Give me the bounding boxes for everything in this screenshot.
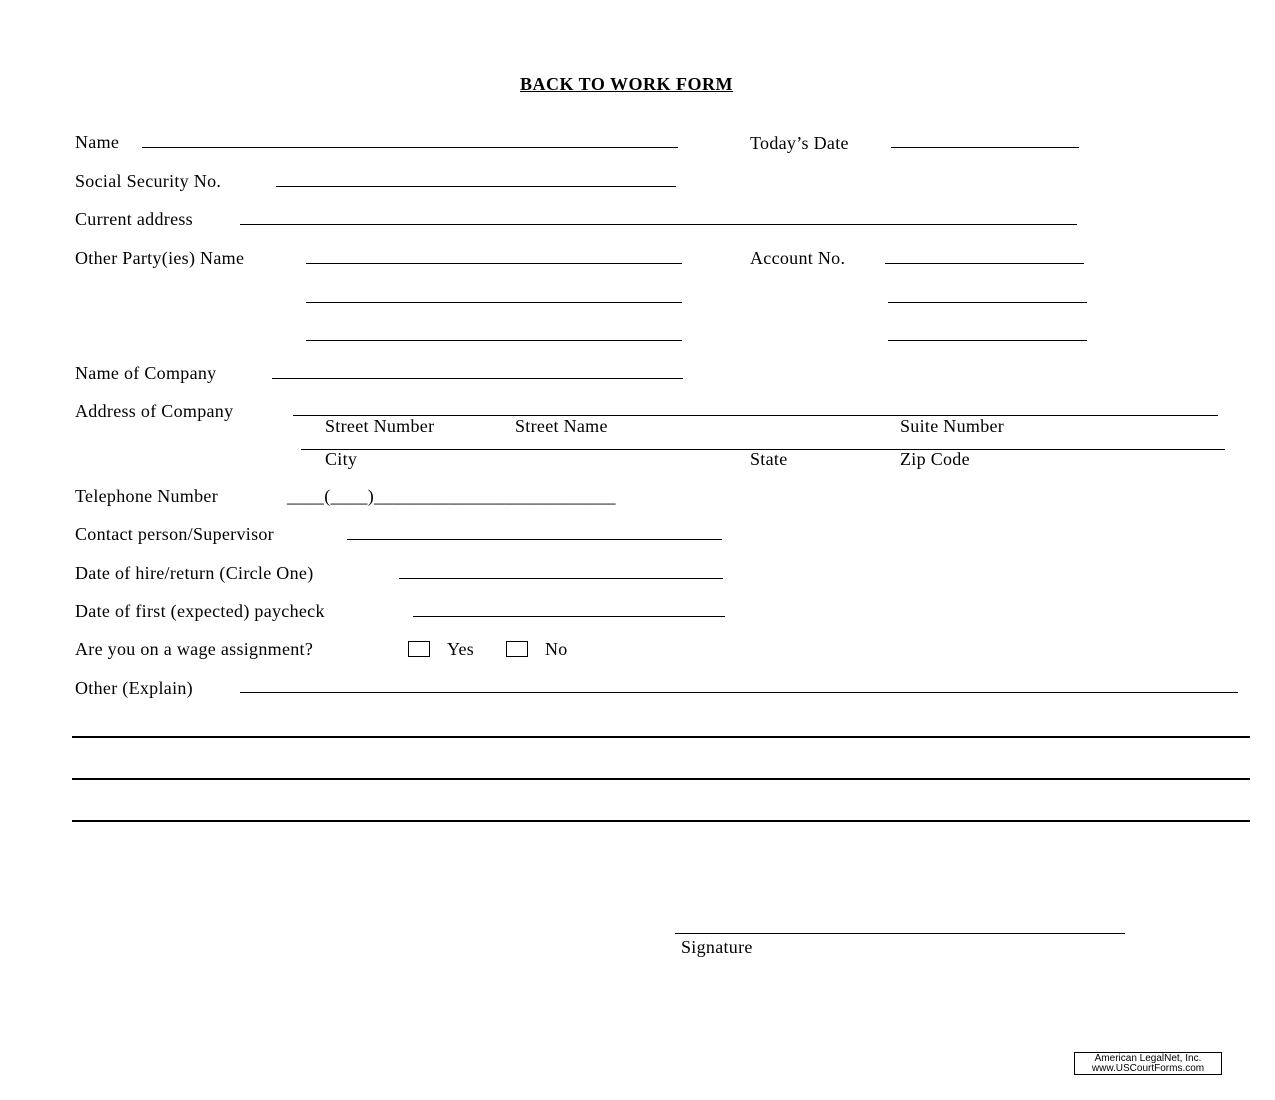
current-address-field[interactable] (240, 224, 1077, 225)
company-name-label: Name of Company (75, 363, 217, 383)
other-explain-field[interactable] (240, 692, 1238, 693)
wage-assignment-label: Are you on a wage assignment? (75, 639, 314, 659)
telephone-label: Telephone Number (75, 486, 218, 506)
telephone-field[interactable]: ____(____)__________________________ (287, 486, 616, 506)
todays-date-label: Today’s Date (750, 133, 849, 153)
account-no-field-1[interactable] (885, 263, 1084, 264)
other-party-field-1[interactable] (306, 263, 682, 264)
street-name-sublabel: Street Name (515, 416, 608, 436)
signature-field[interactable] (675, 933, 1125, 934)
company-address-label: Address of Company (75, 401, 234, 421)
explain-line-1[interactable] (72, 736, 1250, 738)
current-address-label: Current address (75, 209, 193, 229)
name-label: Name (75, 132, 120, 152)
footer-line-2: www.USCourtForms.com (1091, 1063, 1205, 1074)
explain-line-2[interactable] (72, 778, 1250, 780)
other-explain-label: Other (Explain) (75, 678, 193, 698)
todays-date-field[interactable] (891, 147, 1079, 148)
explain-line-3[interactable] (72, 820, 1250, 822)
contact-label: Contact person/Supervisor (75, 524, 274, 544)
signature-label: Signature (681, 937, 753, 957)
ssn-field[interactable] (276, 186, 676, 187)
yes-checkbox[interactable] (408, 641, 430, 657)
footer-badge (1074, 1052, 1222, 1075)
other-party-field-3[interactable] (306, 340, 682, 341)
paycheck-field[interactable] (413, 616, 725, 617)
form-title: BACK TO WORK FORM (520, 74, 734, 94)
other-party-label: Other Party(ies) Name (75, 248, 245, 268)
city-sublabel: City (325, 449, 358, 469)
name-field[interactable] (142, 147, 678, 148)
paycheck-label: Date of first (expected) paycheck (75, 601, 325, 621)
suite-number-sublabel: Suite Number (900, 416, 1005, 436)
company-name-field[interactable] (272, 378, 683, 379)
account-no-field-2[interactable] (888, 302, 1087, 303)
ssn-label: Social Security No. (75, 171, 222, 191)
street-number-sublabel: Street Number (325, 416, 435, 436)
zip-code-sublabel: Zip Code (900, 449, 970, 469)
contact-field[interactable] (347, 539, 722, 540)
yes-label: Yes (447, 639, 475, 659)
state-sublabel: State (750, 449, 788, 469)
hire-date-label: Date of hire/return (Circle One) (75, 563, 314, 583)
other-party-field-2[interactable] (306, 302, 682, 303)
no-label: No (545, 639, 568, 659)
hire-date-field[interactable] (399, 578, 723, 579)
account-no-field-3[interactable] (888, 340, 1087, 341)
no-checkbox[interactable] (506, 641, 528, 657)
footer-line-1: American LegalNet, Inc. (1094, 1053, 1202, 1064)
account-no-label: Account No. (750, 248, 846, 268)
